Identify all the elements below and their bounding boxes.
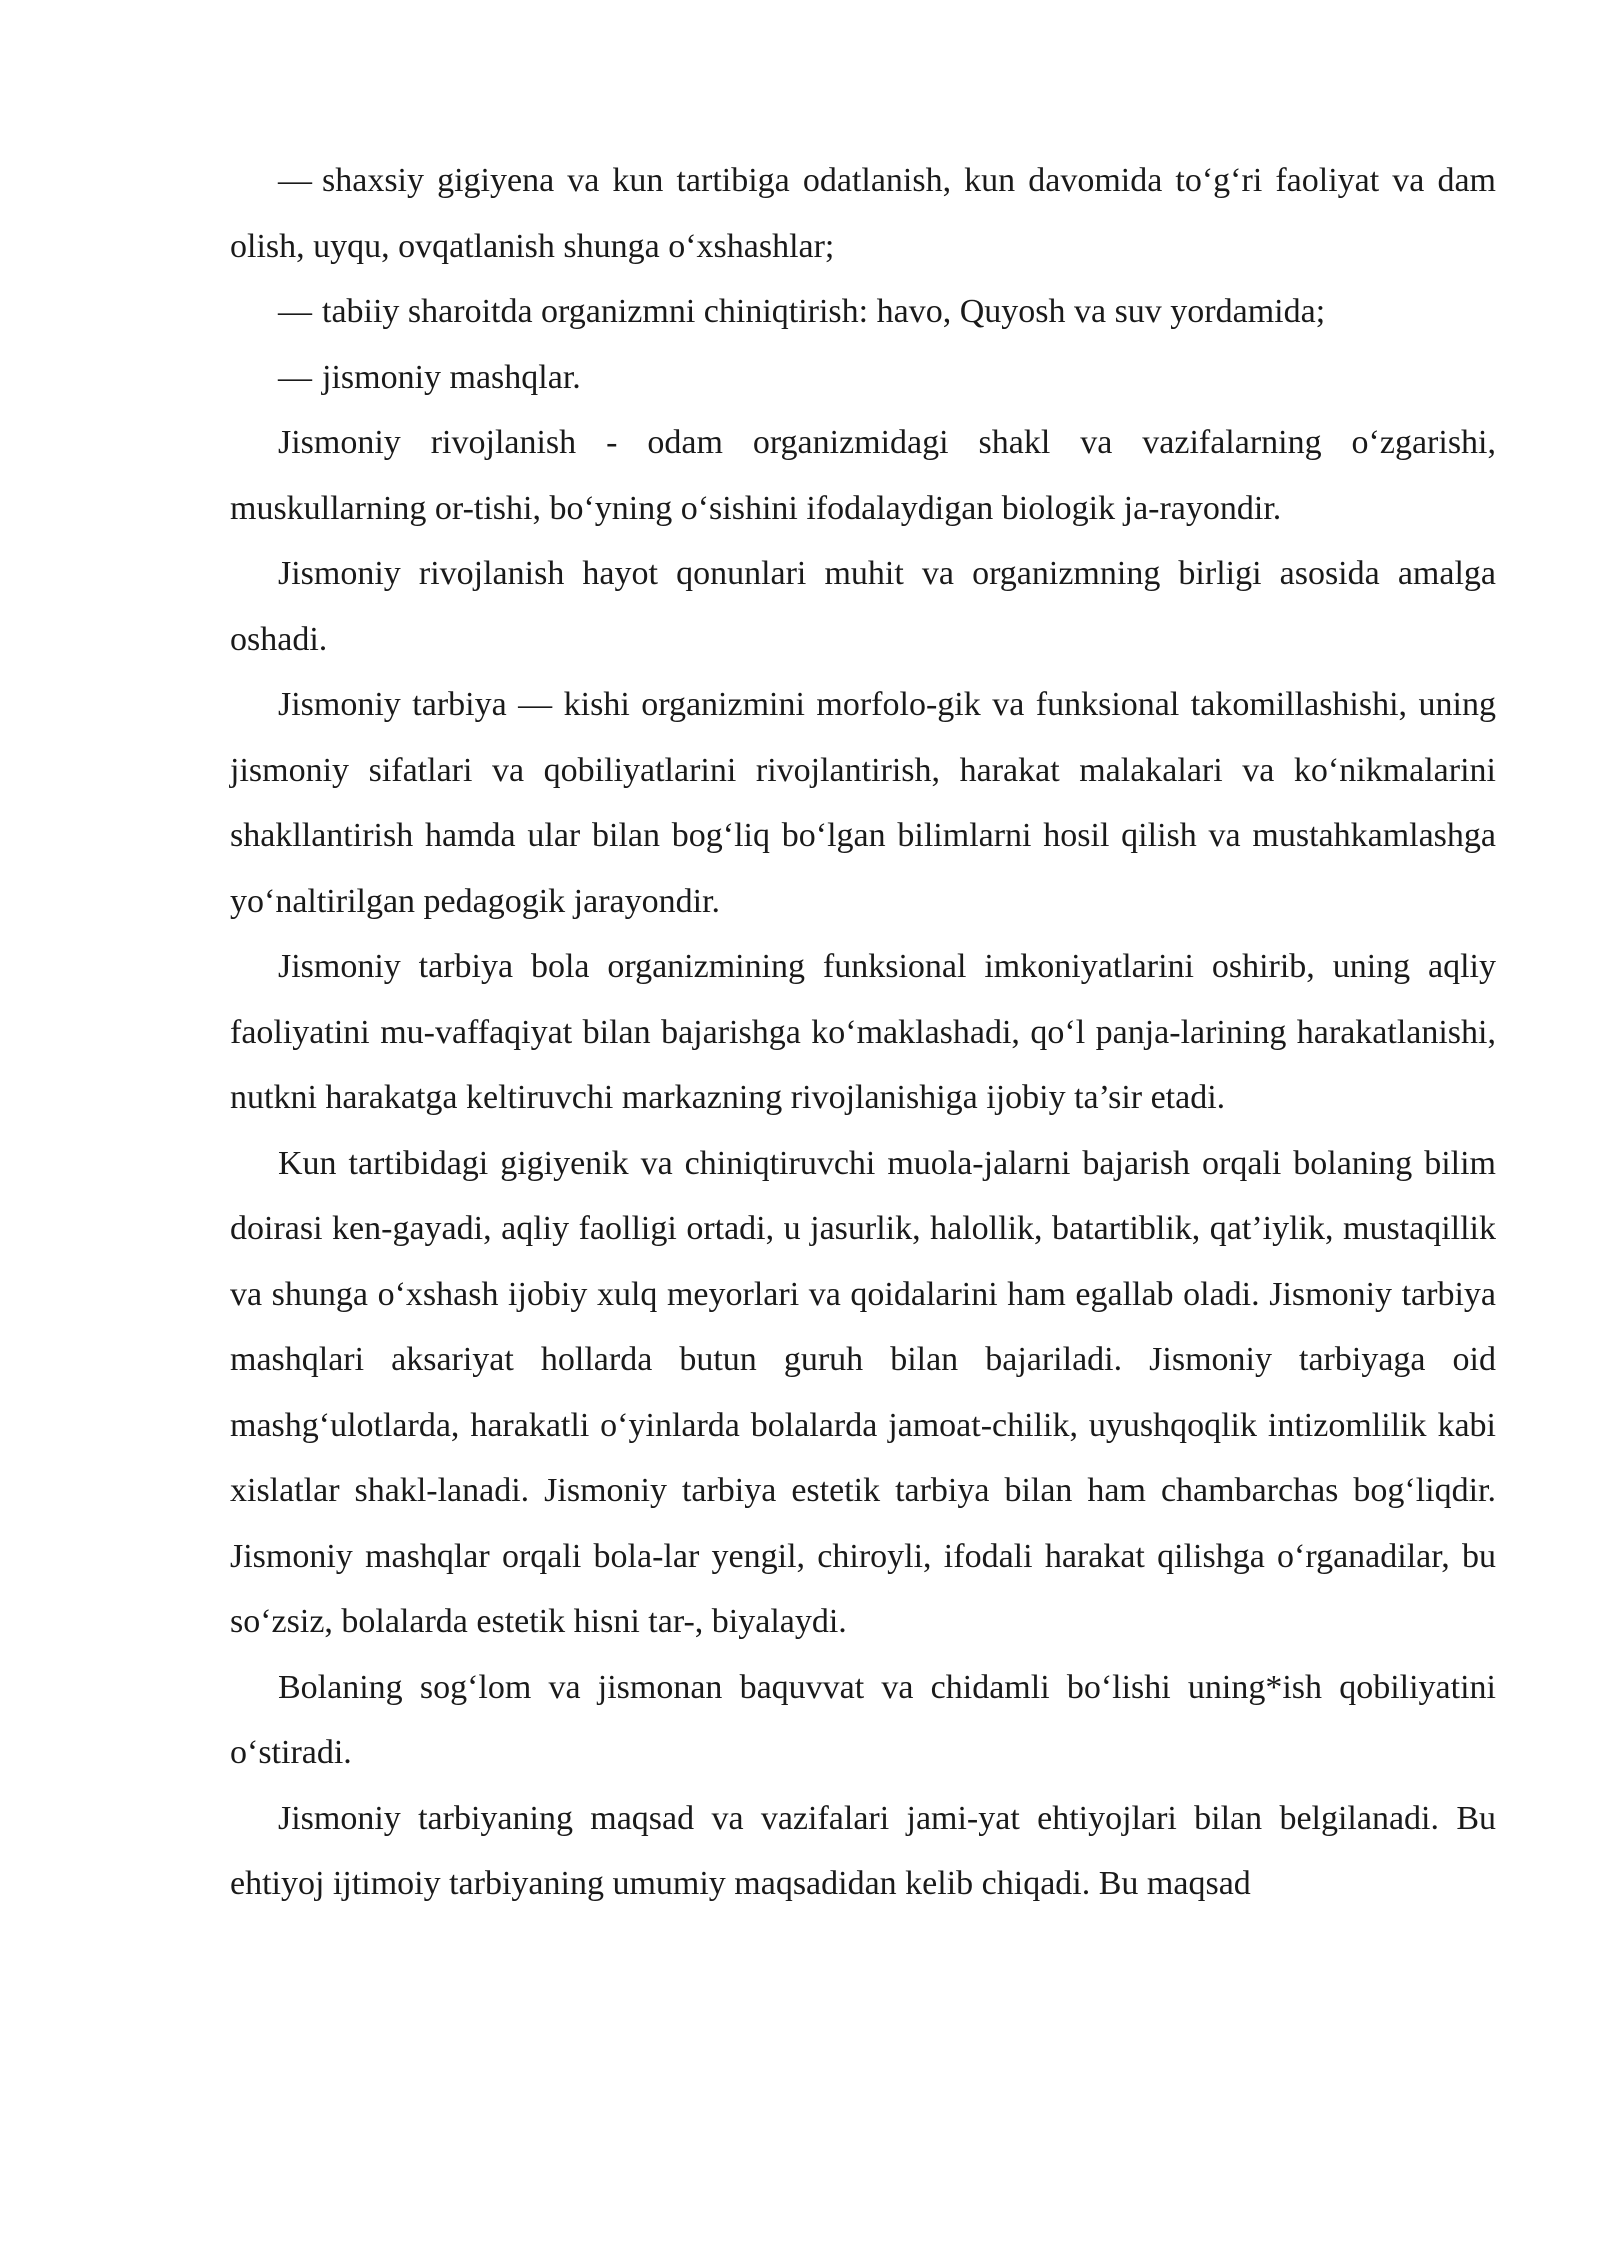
bullet-item — [230, 279, 1496, 345]
bullet-dash: — — [278, 358, 312, 396]
bullet-item — [230, 345, 1496, 411]
bullet-text: tabiiy sharoitda organizmni chiniqtirish: havo, Quyosh va suv yordamida; — [322, 293, 1326, 330]
document-page — [230, 148, 1496, 1917]
paragraph: Jismoniy rivojlanish hayot qonunlari muhit va organizmning birligi asosida amalga oshadi. — [230, 555, 1496, 658]
bullet-dash: — — [278, 162, 312, 199]
paragraph: Jismoniy rivojlanish - odam organizmidagi shakl va vazifalarning o‘zgarishi, muskullarning or-tishi, bo‘yning o‘sishini ifodalaydigan biologik ja-rayondir. — [230, 424, 1496, 527]
bullet-dash: — — [278, 293, 312, 330]
paragraph: Bolaning sog‘lom va jismonan baquvvat va chidamli bo‘lishi uning*ish qobiliyatini o‘stiradi. — [230, 1668, 1496, 1771]
bullet-text: jismoniy mashqlar. — [322, 358, 581, 396]
bullet-text: shaxsiy gigiyena va kun tartibiga odatlanish, kun davomida to‘g‘ri faoliyat va dam olish, uyqu, ovqatlanish shunga o‘xshashlar; — [230, 162, 1496, 265]
bullet-item — [230, 148, 1496, 279]
paragraph: Jismoniy tarbiya — kishi organizmini morfolo-gik va funksional takomillashishi, uning jismoniy sifatlari va qobiliyatlarini rivojlantirish, harakat malakalari va ko‘nikmalarini shakllantirish hamda ular bilan bog‘liq bo‘lgan bilimlarni hosil qilish va mustahkamlashga yo‘naltirilgan pedagogik jarayondir. — [230, 686, 1496, 920]
paragraph: Jismoniy tarbiyaning maqsad va vazifalari jami-yat ehtiyojlari bilan belgilanadi. Bu ehtiyoj ijtimoiy tarbiyaning umumiy maqsadidan kelib chiqadi. Bu maqsad — [230, 1799, 1496, 1902]
paragraph: Jismoniy tarbiya bola organizmining funksional imkoniyatlarini oshirib, uning aqliy faoliyatini mu-vaffaqiyat bilan bajarishga ko‘maklashadi, qo‘l panja-larining harakatlanishi, nutkni harakatga keltiruvchi markazning rivojlanishiga ijobiy ta’sir etadi. — [230, 948, 1496, 1116]
paragraph: Kun tartibidagi gigiyenik va chiniqtiruvchi muola-jalarni bajarish orqali bolaning bilim doirasi ken-gayadi, aqliy faolligi ortadi, u jasurlik, halollik, batartiblik, qat’iylik, mustaqillik va shunga o‘xshash ijobiy xulq meyorlari va qoidalarini ham egallab oladi. Jismoniy tarbiya mashqlari aksariyat hollarda butun guruh bilan bajariladi. Jismoniy tarbiyaga oid mashg‘ulotlarda, harakatli o‘yinlarda bolalarda jamoat-chilik, uyushqoqlik intizomlilik kabi xislatlar shakl-lanadi. Jismoniy tarbiya estetik tarbiya bilan ham chambarchas bog‘liqdir. Jismoniy mashqlar orqali bola-lar yengil, chiroyli, ifodali harakat qilishga o‘rganadilar, bu so‘zsiz, bolalarda estetik hisni tar-, biyalaydi. — [230, 1144, 1496, 1640]
